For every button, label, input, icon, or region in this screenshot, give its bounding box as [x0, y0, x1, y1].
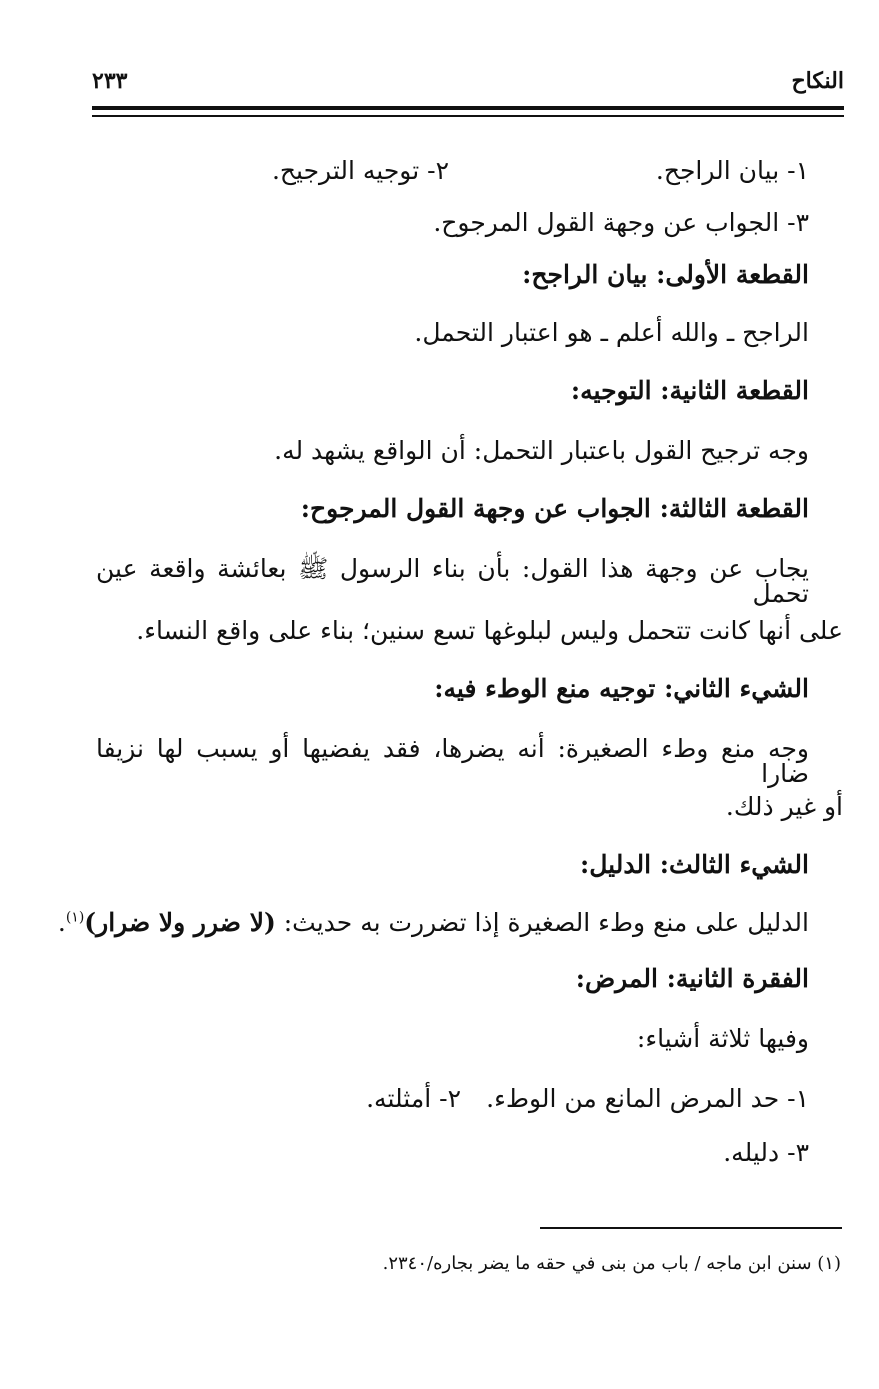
- section-heading: الفقرة الثانية: المرض:: [575, 964, 809, 993]
- paragraph-line: يجاب عن وجهة هذا القول: بأن بناء الرسول ﷺ بعائشة واقعة عين تحمل: [96, 554, 809, 608]
- list-item: ٣- دليله.: [723, 1138, 809, 1167]
- list-item: ٣- الجواب عن وجهة القول المرجوح.: [433, 208, 809, 237]
- paragraph-end: .: [57, 908, 66, 937]
- section-heading: القطعة الثالثة: الجواب عن وجهة القول المرجوح:: [300, 494, 809, 523]
- page-number: ٢٣٣: [92, 68, 128, 94]
- section-heading: القطعة الثانية: التوجيه:: [570, 376, 809, 405]
- paragraph-line: وجه منع وطء الصغيرة: أنه يضرها، فقد يفضيها أو يسبب لها نزيفا ضارا: [96, 734, 809, 788]
- paragraph: وجه ترجيح القول باعتبار التحمل: أن الواقع يشهد له.: [274, 436, 809, 465]
- header-rule-thick: [92, 106, 844, 110]
- list-item: ١- بيان الراجح.: [655, 156, 809, 185]
- list-item: ١- حد المرض المانع من الوطء.: [486, 1084, 809, 1113]
- page-header: [92, 68, 844, 104]
- section-heading: الشيء الثالث: الدليل:: [580, 850, 809, 879]
- section-heading: الشيء الثاني: توجيه منع الوطء فيه:: [434, 674, 809, 703]
- list-item: ٢- توجيه الترجيح.: [271, 156, 449, 185]
- list-item: ٢- أمثلته.: [366, 1084, 461, 1113]
- header-rule-thin: [92, 115, 844, 117]
- paragraph: الراجح ـ والله أعلم ـ هو اعتبار التحمل.: [414, 318, 809, 347]
- paragraph: [58, 910, 809, 935]
- paragraph-text: الدليل على منع وطء الصغيرة إذا تضررت به حديث:: [275, 908, 809, 937]
- paragraph-line: أو غير ذلك.: [725, 792, 843, 821]
- footnote-separator: [540, 1227, 842, 1229]
- paragraph: وفيها ثلاثة أشياء:: [636, 1024, 809, 1053]
- footnote: (١) سنن ابن ماجه / باب من بنى في حقه ما يضر بجاره/٢٣٤٠.: [382, 1253, 841, 1274]
- chapter-title: النكاح: [791, 68, 844, 94]
- paragraph-line: على أنها كانت تتحمل وليس لبلوغها تسع سنين؛ بناء على واقع النساء.: [136, 616, 843, 645]
- hadith-quote: (لا ضرر ولا ضرار): [84, 908, 276, 937]
- footnote-reference: (١): [65, 909, 85, 926]
- section-heading: القطعة الأولى: بيان الراجح:: [522, 260, 809, 289]
